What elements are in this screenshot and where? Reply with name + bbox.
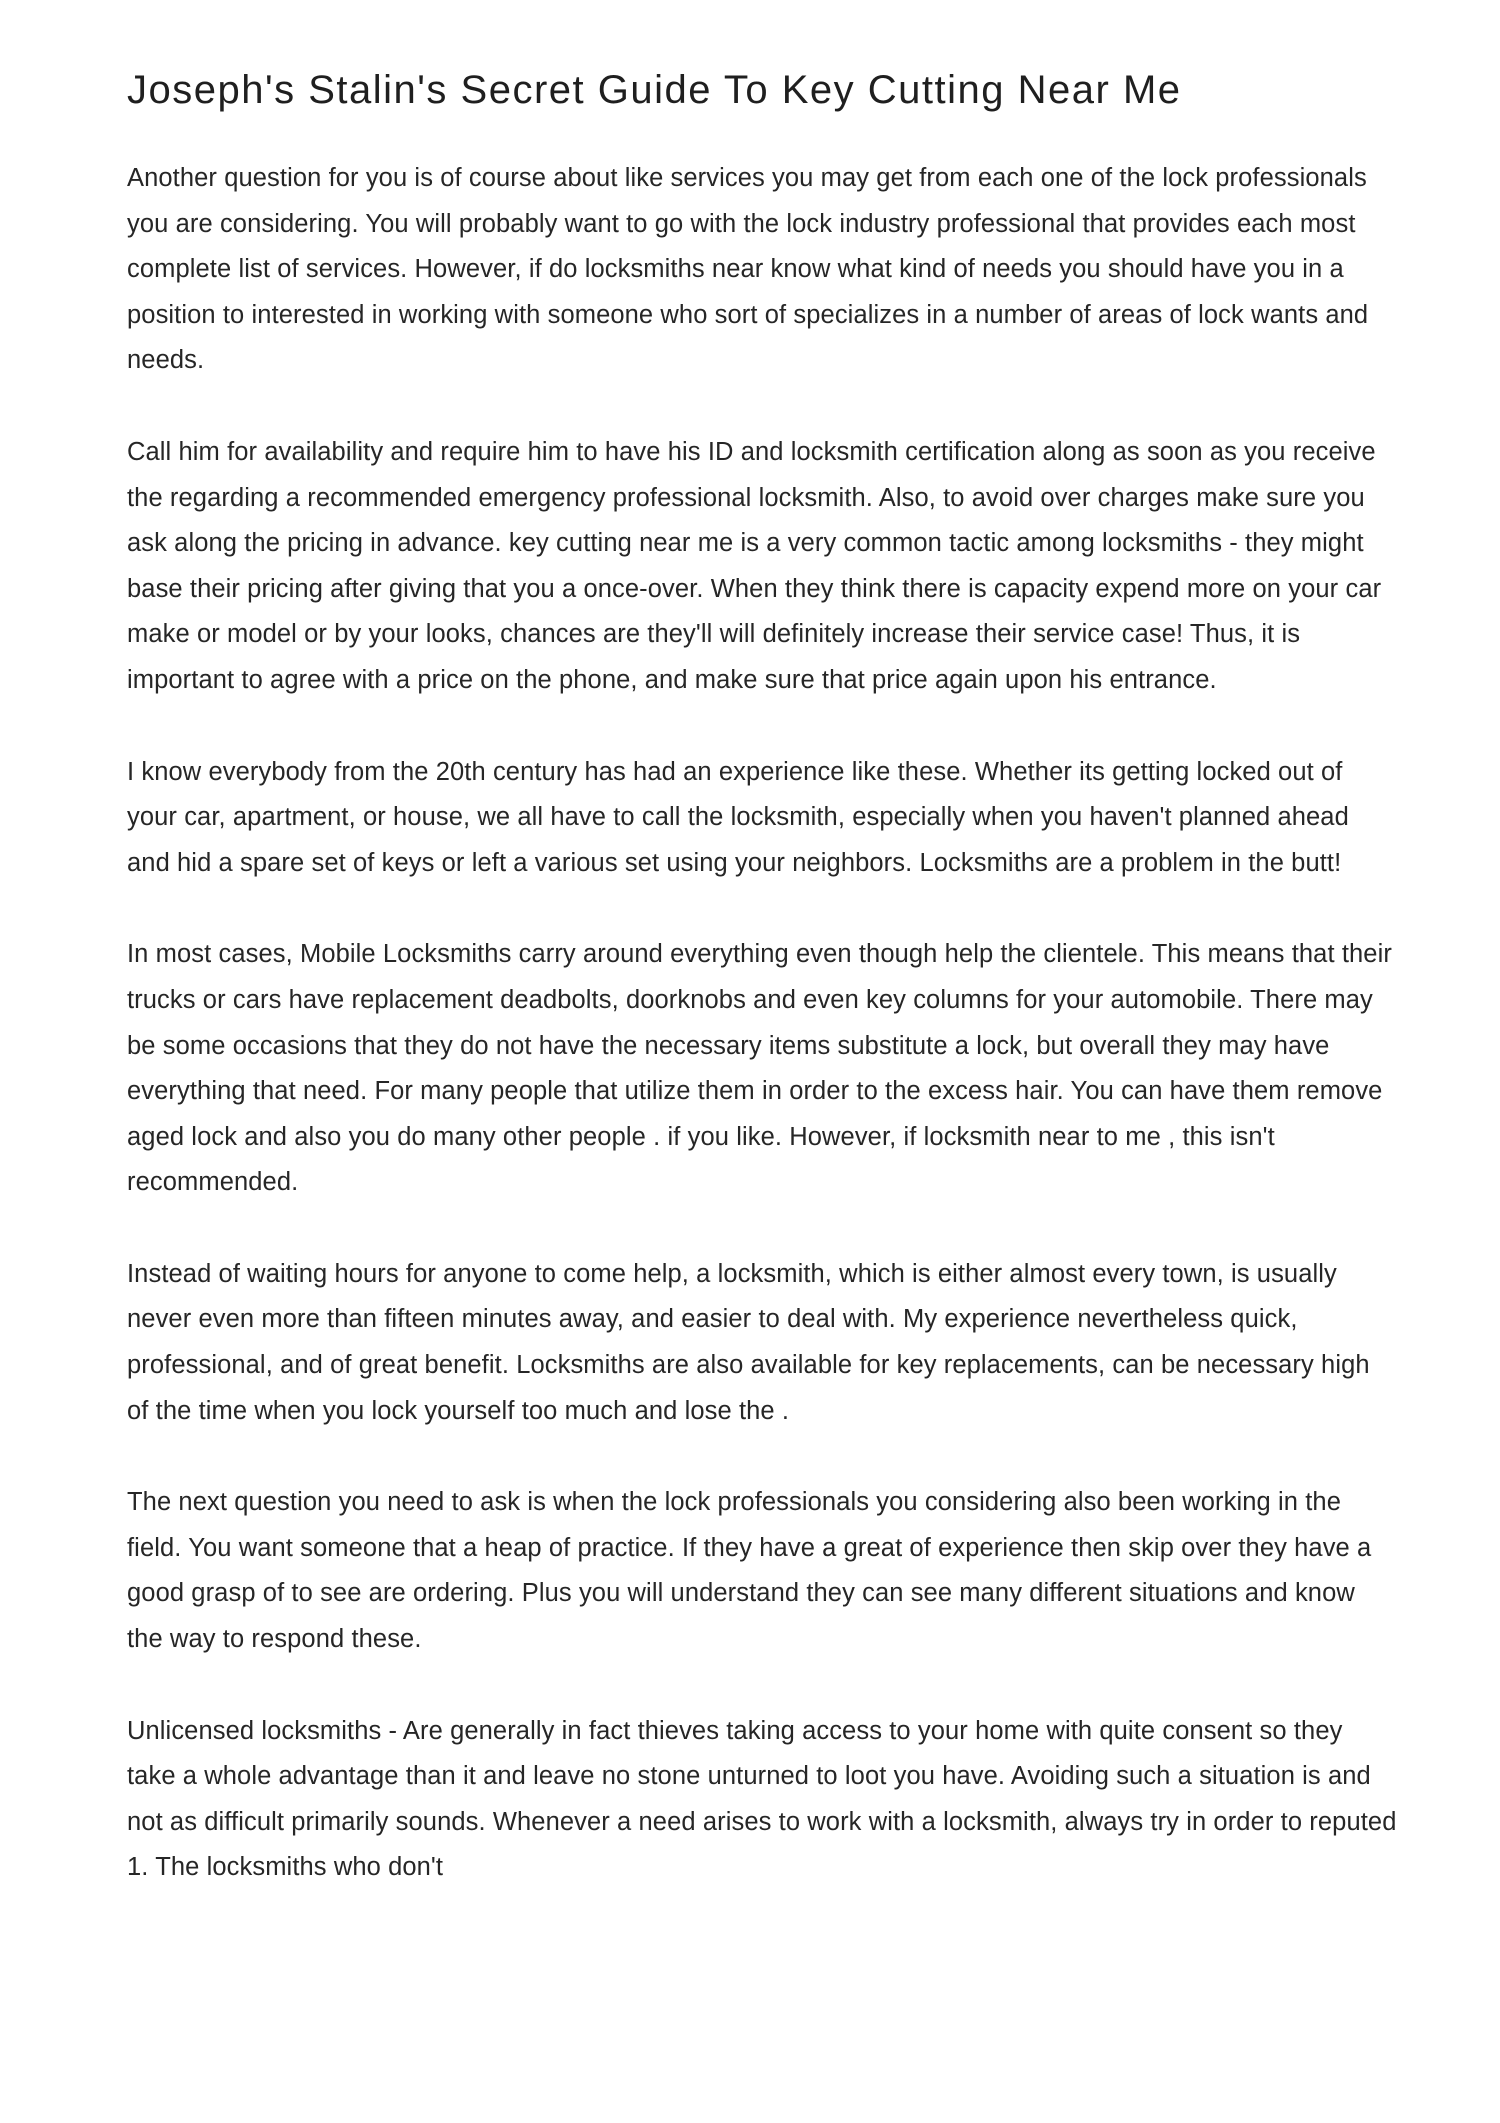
paragraph-1: Another question for you is of course about like services you may get from each one of the lock professionals you are considering. You will probably want to go with the lock industry professional that provides each most complete list of services. However, if do locksmiths near know what kind of needs you should have you in a position to interested in working with someone who sort of specializes in a number of areas of lock wants and needs.: [127, 164, 1369, 375]
paragraph-3: I know everybody from the 20th century has had an experience like these. Whether its getting locked out of your car, apartment, or house, we all have to call the locksmith, especially when you haven't planned ahead and hid a spare set of keys or left a various set using your neighbors. Locksmiths are a problem in the butt!: [127, 757, 1349, 877]
page-title: Joseph's Stalin's Secret Guide To Key Cutting Near Me: [127, 68, 1182, 112]
paragraph-5: Instead of waiting hours for anyone to come help, a locksmith, which is either almost every town, is usually never even more than fifteen minutes away, and easier to deal with. My experience nevertheless quick, professional, and of great benefit. Locksmiths are also available for key replacements, can be necessary high of the time when you lock yourself too much and lose the .: [127, 1259, 1370, 1425]
paragraph-2: Call him for availability and require him to have his ID and locksmith certification along as soon as you receive the regarding a recommended emergency professional locksmith. Also, to avoid over charges make sure you ask along the pricing in advance. key cutting near me is a very common tactic among locksmiths - they might base their pricing after giving that you a once-over. When they think there is capacity expend more on your car make or model or by your looks, chances are they'll will definitely increase their service case! Thus, it is important to agree with a price on the phone, and make sure that price again upon his entrance.: [127, 437, 1382, 694]
paragraph-7: Unlicensed locksmiths - Are generally in fact thieves taking access to your home with quite consent so they take a whole advantage than it and leave no stone unturned to loot you have. Avoiding such a situation is and not as difficult primarily sounds. Whenever a need arises to work with a locksmith, always try in order to reputed 1. The locksmiths who don't: [127, 1716, 1397, 1882]
document-page: [127, 62, 1397, 1937]
paragraph-6: The next question you need to ask is when the lock professionals you considering also been working in the field. You want someone that a heap of practice. If they have a great of experience then skip over they have a good grasp of to see are ordering. Plus you will understand they can see many different situations and know the way to respond these.: [127, 1488, 1372, 1654]
paragraph-4: In most cases, Mobile Locksmiths carry around everything even though help the clientele. This means that their trucks or cars have replacement deadbolts, doorknobs and even key columns for your automobile. There may be some occasions that they do not have the necessary items substitute a lock, but overall they may have everything that need. For many people that utilize them in order to the excess hair. You can have them remove aged lock and also you do many other people . if you like. However, if locksmith near to me , this isn't recommended.: [127, 940, 1392, 1197]
